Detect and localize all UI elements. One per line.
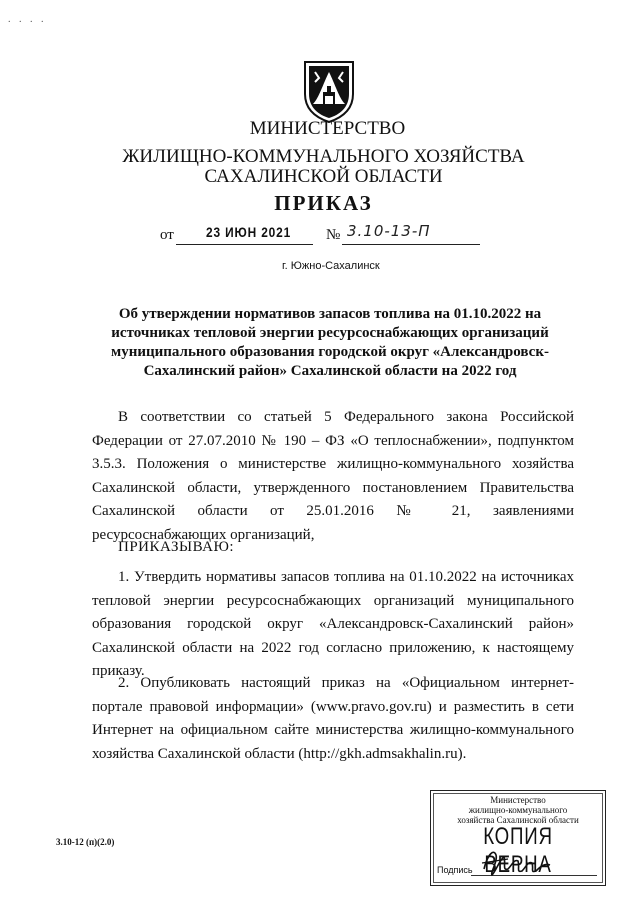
ministry-title-line3: САХАЛИНСКОЙ ОБЛАСТИ — [204, 166, 443, 187]
date-number-row — [0, 224, 635, 252]
order-word: ПРИКАЗЫВАЮ: — [118, 539, 235, 555]
number-label: № — [326, 227, 341, 243]
date-stamp-value: 23 ИЮН 2021 — [206, 224, 292, 240]
city-line: г. Южно-Сахалинск — [282, 260, 380, 272]
stamp-main-text: КОПИЯ ВЕРНА — [483, 823, 553, 878]
number-underline — [342, 244, 480, 245]
preamble-paragraph: В соответствии со статьей 5 Федерального закона Российской Федерации от 27.07.2010 № 190 – ФЗ «О теплоснабжении», подпунктом 3.5.3. Положения о министерстве жилищно-коммунального хозяйства Сахалинской области, утвержденного постановлением Правительства Сахалинской области от 25.01.2016 № 21, заявлениями ресурсоснабжающих организаций, — [92, 409, 574, 543]
order-item-1: 1. Утвердить нормативы запасов топлива на 01.10.2022 на источниках тепловой энергии ресурсоснабжающих организаций муниципального образования городской округ «Александровск-Сахалинский район» Сахалинской области на 2022 год согласно приложению, к настоящему приказу. — [92, 569, 574, 679]
order-title: Об утверждении нормативов запасов топлива на 01.10.2022 на источниках тепловой энергии ресурсоснабжающих организаций муниципального образования городской округ «Александровск-Сахалинский район» Сахалинской области на 2022 год — [111, 306, 549, 379]
ministry-title-line1: МИНИСТЕРСТВО — [249, 118, 406, 139]
date-label: от — [160, 227, 174, 243]
ministry-title-line2: ЖИЛИЩНО-КОММУНАЛЬНОГО ХОЗЯЙСТВА — [122, 146, 525, 167]
stamp-org-line1: Министерство — [490, 795, 546, 805]
stamp-org-name — [431, 795, 605, 825]
stamp-sign-label: Подпись — [437, 865, 473, 875]
stamp-org-line2: жилищно-коммунального — [468, 805, 568, 815]
document-code: 3.10-12 (п)(2.0) — [56, 837, 115, 847]
order-item-2: 2. Опубликовать настоящий приказ на «Официальном интернет-портале правовой информации» (www.pravo.gov.ru) и разместить в сети Интернет на официальном сайте министерства жилищно-коммунального хозяйства Сахалинской области (http://gkh.admsakhalin.ru). — [92, 675, 574, 762]
handwritten-signature — [478, 845, 558, 879]
order-number-handwritten: 3.10-13-П — [347, 222, 431, 240]
stamp-org-line3: хозяйства Сахалинской области — [457, 815, 579, 825]
coat-of-arms-icon — [301, 58, 357, 124]
date-underline — [176, 244, 313, 245]
scan-artifact-dots: . . . . — [8, 14, 47, 25]
document-type-heading: ПРИКАЗ — [274, 191, 373, 215]
